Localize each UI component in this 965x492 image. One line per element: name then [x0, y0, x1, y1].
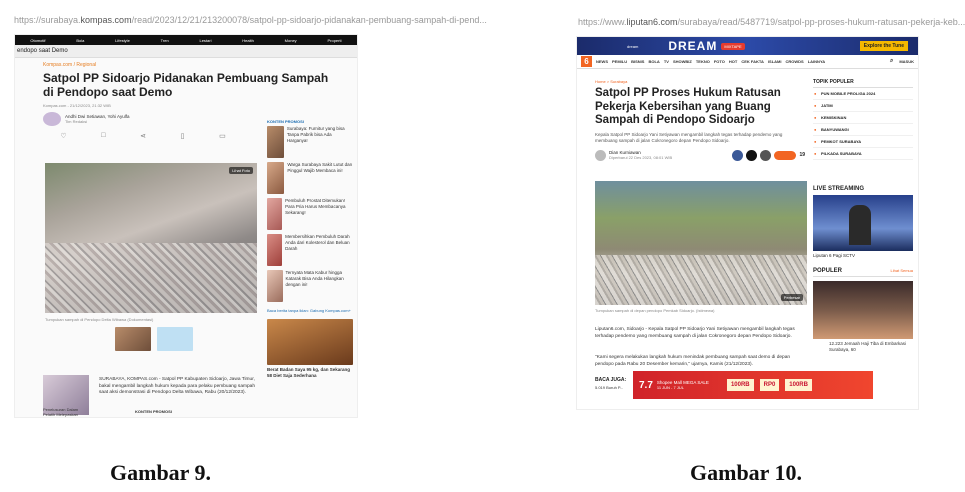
avatar	[43, 112, 61, 126]
banner-tag: MIXTAPE	[721, 43, 744, 50]
photo-caption: Tumpukan sampah di Pendopo Delta Wibawa (Dokumentasi)	[45, 317, 154, 322]
site-logo[interactable]: 6	[581, 56, 592, 67]
nav-item[interactable]: Lestari	[199, 37, 212, 43]
avatar	[595, 150, 606, 161]
nav-item[interactable]: Lifestyle	[115, 37, 130, 43]
mail-icon[interactable]	[760, 150, 771, 161]
nav-item[interactable]: TEKNO	[695, 59, 710, 64]
author-name[interactable]: Dian Kurniawan	[609, 150, 641, 155]
promo-thumb[interactable]	[267, 198, 282, 230]
live-video[interactable]	[813, 195, 913, 251]
nav-item[interactable]: Tren	[160, 37, 169, 43]
banner-cta[interactable]: Explore the Tune	[860, 41, 908, 51]
gallery-thumb[interactable]	[115, 327, 151, 351]
nav-item[interactable]: Health	[242, 37, 254, 43]
nav-item[interactable]: LAINNYA	[807, 59, 826, 64]
popular-thumb[interactable]	[813, 281, 913, 339]
topic-item[interactable]: ● PEMKOT SURABAYA	[813, 136, 913, 148]
banner-title: DREAM	[668, 39, 718, 53]
nav-item[interactable]: SHOWBIZ	[672, 59, 692, 64]
login-button[interactable]: MASUK	[899, 59, 914, 64]
promo-more-link[interactable]: Baca berita tanpa iklan: Gabung Kompas.com+	[267, 308, 351, 313]
comment-icon[interactable]: □	[101, 132, 106, 139]
nav-item[interactable]: Bola	[76, 37, 85, 43]
promo-bottom-label: KONTEN PROMOSI	[135, 409, 172, 414]
bookmark-icon[interactable]: ▯	[180, 133, 185, 140]
gallery-thumb[interactable]	[157, 327, 193, 351]
promo-thumb[interactable]	[267, 126, 284, 158]
timestamp: Kompas.com - 21/12/2023, 21:32 WIB	[43, 103, 111, 108]
facebook-icon[interactable]	[732, 150, 743, 161]
nav-item[interactable]: CROWDS	[785, 59, 804, 64]
main-nav	[577, 55, 918, 69]
promo-thumb[interactable]	[267, 162, 284, 194]
article-photo[interactable]	[595, 181, 807, 305]
voucher[interactable]: RP0	[760, 379, 780, 391]
nav-item[interactable]: NEWS	[596, 59, 608, 64]
figure-caption: Gambar 10.	[690, 460, 803, 485]
ad-image[interactable]	[267, 319, 353, 365]
promo-label: KONTEN PROMOSI	[267, 119, 304, 124]
topic-item[interactable]: ● PILKADA SURABAYA	[813, 148, 913, 160]
breadcrumb[interactable]: Kompas.com / Regional	[43, 62, 97, 68]
promo-item[interactable]: Warga Surabaya Sakit Lutut dan Pinggul Wajib Membaca ini!	[287, 162, 353, 173]
print-icon[interactable]: ▭	[219, 133, 226, 140]
search-icon[interactable]: ⌕	[889, 58, 894, 64]
nav-item[interactable]: PEMILU	[612, 59, 628, 64]
figure-caption: Gambar 9.	[110, 460, 212, 485]
nav-item[interactable]: BISNIS	[631, 59, 645, 64]
nav-item[interactable]: ISLAMI	[767, 59, 782, 64]
promo-item[interactable]: Pembuluh Prostat Ditemukan! Para Pria Harus Membacanya Sekarang!	[285, 198, 346, 215]
nav-item[interactable]: FOTO	[713, 59, 725, 64]
like-icon[interactable]: ♡	[60, 133, 67, 140]
voucher[interactable]: 100RB	[727, 379, 754, 391]
topic-item[interactable]: ● JATIM	[813, 100, 913, 112]
ad-headline[interactable]: Berat Badan Saya 95 kg, dan Sekarang 58 Diet Saja Sederhana	[267, 367, 351, 378]
article-photo[interactable]	[45, 163, 257, 313]
topic-item[interactable]: ● KEMISKINAN	[813, 112, 913, 124]
page-title: Satpol PP Proses Hukum Ratusan Pekerja Kebersihan yang Buang Sampah di Pendopo Sidoarjo	[595, 87, 781, 126]
page-tab: endopo saat Demo	[15, 45, 357, 58]
nav-item[interactable]: Properti	[327, 37, 342, 43]
author-name[interactable]: Andhi Dwi Setiawan, Yohi Ayulfa	[65, 114, 130, 119]
photo-caption: Tumpukan sampah di depan pendopo Pemkab Sidoarjo. (Istimewa)	[595, 308, 715, 313]
timestamp: Diperbarui 22 Des 2023, 08:01 WIB	[609, 155, 673, 160]
live-show-title[interactable]: Liputan 6 Pagi SCTV	[813, 253, 856, 258]
enlarge-button[interactable]: Perbesar	[781, 294, 803, 301]
figure-10-screenshot	[576, 12, 965, 410]
nav-item[interactable]: TV	[663, 59, 669, 64]
popular-heading: POPULER	[813, 268, 843, 274]
top-banner[interactable]: dream DREAM MIXTAPE Explore the Tune	[577, 37, 918, 55]
address-bar[interactable]: https://surabaya.kompas.com/read/2023/12/21/213200078/satpol-pp-sidoarjo-pidanakan-pembuang-sampah-di-pend...	[14, 15, 487, 25]
topic-item[interactable]: ● PUN MOBILE PROLIGA 2024	[813, 88, 913, 100]
promo-item[interactable]: Membersihkan Pembuluh Darah Anda dari Kolesterol dan Beluan Darah	[285, 234, 350, 251]
page-title: Satpol PP Sidoarjo Pidanakan Pembuang Sampah di Pendopo saat Demo	[43, 71, 329, 99]
nav-item[interactable]: Otomotif	[30, 37, 46, 43]
nav-item[interactable]: CEK FAKTA	[741, 59, 764, 64]
promo-sub: Shopee Mall MEGA SALE	[656, 380, 709, 385]
breadcrumb[interactable]: Home > Surabaya	[595, 79, 628, 84]
nav-item[interactable]: HOT	[728, 59, 738, 64]
author-role: Tim Redaksi	[65, 119, 88, 124]
share-button[interactable]	[774, 151, 796, 160]
popular-item[interactable]: 12.223 Jemaah Haji Tiba di Embarkasi Surabaya, 60	[829, 341, 907, 352]
promo-item[interactable]: Ternyata Mata Kabur hingga Katarak Bisa Anda Hilangkan dengan ini!	[285, 270, 344, 287]
topic-item[interactable]: ● BANYUWANGI	[813, 124, 913, 136]
promo-item[interactable]: Surabaya: Furnitur yang bisa Tanpa Pabrik bisa Ada Harganya!	[286, 126, 345, 143]
category-nav	[15, 35, 357, 45]
share-count: 19	[799, 152, 805, 158]
promo-banner[interactable]	[633, 371, 873, 399]
promo-thumb[interactable]	[267, 270, 283, 302]
article-quote: "Kami segera melakukan langkah hukum menindak pembuang sampah saat demo di depan pendopo pada Rabu 20 Desember kemarin," ujarnya, Kamis (21/12/2023).	[595, 355, 791, 367]
view-photo-button[interactable]: Lihat Foto	[229, 167, 253, 174]
topic-heading: TOPIK POPULER	[813, 79, 913, 88]
share-icon[interactable]: ⋖	[140, 133, 146, 140]
live-heading: LIVE STREAMING	[813, 186, 865, 192]
lead-text: Kepala Satpol PP Sidoarjo Yani Setiyawan mengambil langkah tegas terhadap pendemo yang membuang sampah di jalan Cokronegoro depan Pendopo Sidoarjo.	[595, 131, 783, 143]
read-also-label: BACA JUGA:	[595, 377, 627, 383]
voucher[interactable]: 100RB	[785, 379, 812, 391]
address-bar[interactable]: https://www.liputan6.com/surabaya/read/5487719/satpol-pp-proses-hukum-ratusan-pekerja-keb...	[578, 17, 965, 27]
article-body: Liputan6.com, Sidoarjo - Kepala Satpol PP Sidoarjo Yani Setiyawan mengambil langkah tegas terhadap pendemo yang membuang sampah di jalan Cokronegoro depan Pendopo Sidoarjo.	[595, 327, 795, 339]
nav-item[interactable]: Money	[284, 37, 297, 43]
popular-more-link[interactable]: Lihat Semua	[890, 268, 913, 273]
article-body: SURABAYA, KOMPAS.com - Satpol PP Kabupaten Sidoarjo, Jawa Timur, bakal mengambil langkah hukum kepada para pelaku pembuang sampah saat aksi demonstrasi di Pendopo Delta Wibawa, Rabu (20/12/2023).	[99, 377, 256, 395]
promo-dates: 11 JUN - 7 JUL	[656, 385, 684, 390]
promo-thumb[interactable]	[267, 234, 282, 266]
read-also-link[interactable]: 5.019 Buruh P...	[595, 385, 624, 390]
side-video-title[interactable]: Penelusuran Dalam Pelatih Melepaskan	[43, 407, 79, 417]
nav-item[interactable]: BOLA	[648, 59, 660, 64]
x-icon[interactable]	[746, 150, 757, 161]
promo-big: 7.7	[639, 379, 653, 391]
figure-9-screenshot	[12, 10, 487, 418]
